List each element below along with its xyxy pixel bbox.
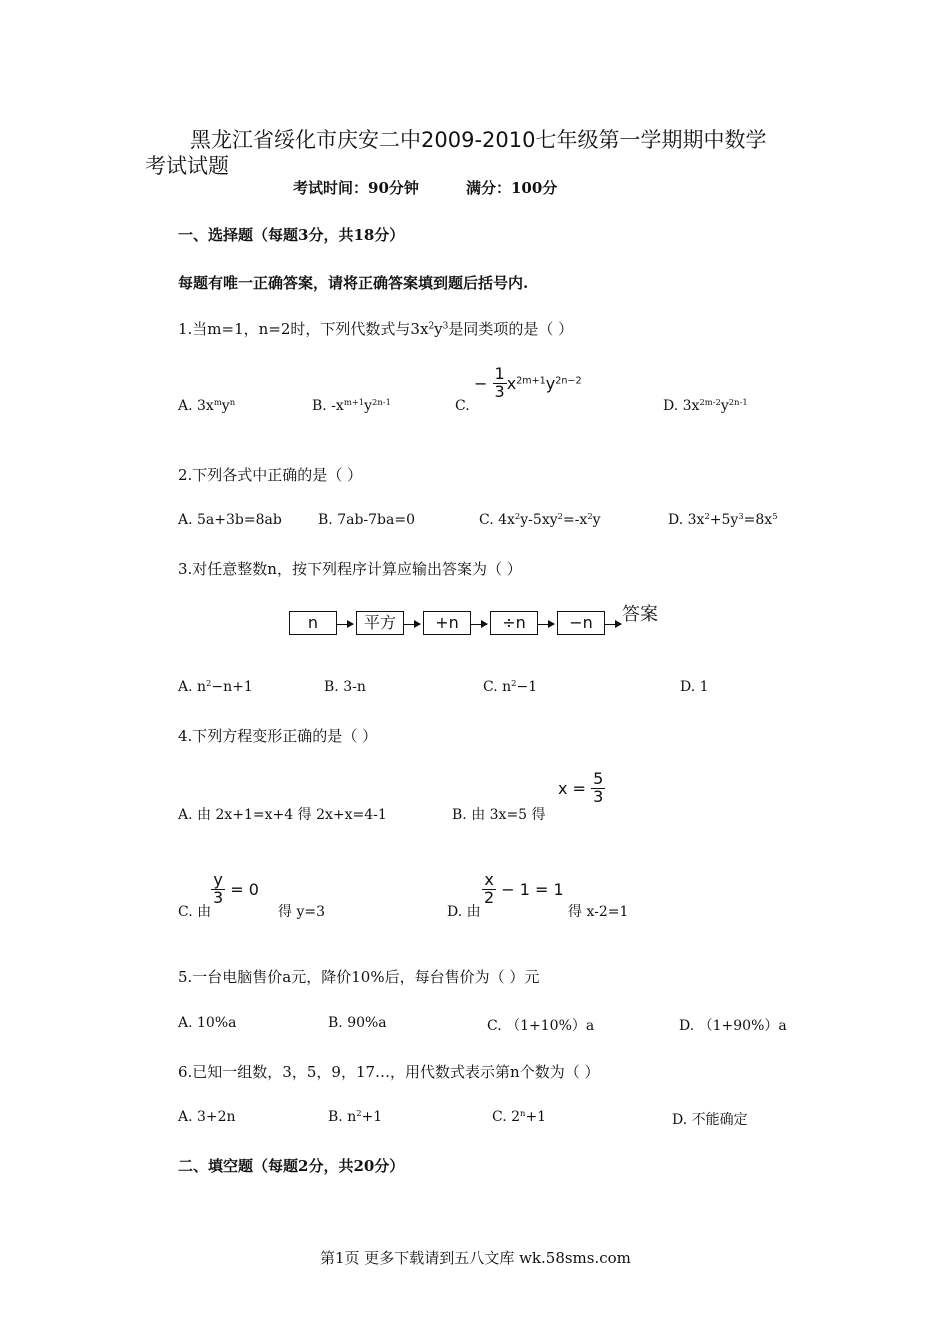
q6-option-d: D. 不能确定 xyxy=(672,1112,748,1128)
q5-stem: 5.一台电脑售价a元，降价10%后，每台售价为（ ）元 xyxy=(178,968,540,986)
flow-arrow xyxy=(605,624,621,625)
flow-answer-label: 答案 xyxy=(622,604,658,625)
flow-arrow xyxy=(404,624,420,625)
q6-stem: 6.已知一组数，3，5，9，17…，用代数式表示第n个数为（ ） xyxy=(178,1063,600,1081)
q6-option-a: A. 3+2n xyxy=(178,1109,236,1125)
q1-option-b: B. $-x^{m+1}y^{2n-1}$ xyxy=(312,396,391,414)
flow-box-plus-n: +n xyxy=(423,611,471,635)
q4-option-c-expression: $\frac{y}{3}$ = 0 xyxy=(213,870,259,907)
q3-option-a: A. $n^2-n+1$ xyxy=(178,677,253,695)
section1-heading: 一、选择题（每题3分，共18分） xyxy=(178,226,405,244)
q4-option-d-label: D. 由 xyxy=(447,904,481,920)
flow-arrow xyxy=(538,624,554,625)
q5-option-a: A. 10%a xyxy=(178,1015,237,1031)
q2-option-d: D. $3x^2+5y^3=8x^5$ xyxy=(668,510,778,528)
exam-time: 考试时间：90分钟 xyxy=(293,179,419,197)
q5-option-b: B. 90%a xyxy=(328,1015,387,1031)
q1-option-c-label: C. xyxy=(455,398,470,414)
q3-option-d: D. 1 xyxy=(680,679,709,695)
q1-option-d: D. $3x^{2m-2}y^{2n-1}$ xyxy=(663,396,748,414)
flow-arrow xyxy=(471,624,487,625)
title-line2: 考试试题 xyxy=(145,154,229,178)
title-line1: 黑龙江省绥化市庆安二中2009-2010七年级第一学期期中数学 xyxy=(190,128,767,152)
q3-option-c: C. $n^2-1$ xyxy=(483,677,538,695)
q6-option-c: C. $2^n+1$ xyxy=(492,1107,547,1125)
q4-option-b-expression: x = $\frac{5}{3}$ xyxy=(558,769,604,806)
q2-option-a: A. 5a+3b=8ab xyxy=(178,512,282,528)
q2-option-b: B. 7ab-7ba=0 xyxy=(318,512,415,528)
q1-option-a: A. $3x^my^n$ xyxy=(178,396,236,414)
q3-option-b: B. 3-n xyxy=(324,679,366,695)
q2-option-c: C. $4x^2y-5xy^2=-x^2y$ xyxy=(479,510,601,528)
q4-option-b: B. 由 3x=5 得 xyxy=(452,807,546,823)
section1-instruction: 每题有唯一正确答案，请将正确答案填到题后括号内. xyxy=(178,274,529,292)
q1-option-c-expression: − $\frac{1}{3}$ $x^{2m+1}y^{2n-2}$ xyxy=(474,364,582,401)
q5-option-c: C. （1+10%）a xyxy=(487,1018,595,1034)
q3-stem: 3.对任意整数n，按下列程序计算应输出答案为（ ） xyxy=(178,560,522,578)
exam-score: 满分：100分 xyxy=(466,179,558,197)
flow-box-divide-n: ÷n xyxy=(490,611,538,635)
q4-option-c-result: 得 y=3 xyxy=(278,904,325,920)
q4-option-a: A. 由 2x+1=x+4 得 2x+x=4-1 xyxy=(178,807,387,823)
section2-heading: 二、填空题（每题2分，共20分） xyxy=(178,1157,405,1175)
q4-option-d-expression: $\frac{x}{2}$ − 1 = 1 xyxy=(484,870,564,907)
flow-box-minus-n: −n xyxy=(557,611,605,635)
q4-option-d-result: 得 x-2=1 xyxy=(568,904,629,920)
q5-option-d: D. （1+90%）a xyxy=(679,1018,787,1034)
flow-box-n: n xyxy=(289,611,337,635)
flow-box-square: 平方 xyxy=(356,611,404,635)
page-footer: 第1页 更多下载请到五八文库 wk.58sms.com xyxy=(320,1249,631,1267)
flow-arrow xyxy=(337,624,353,625)
q4-option-c-label: C. 由 xyxy=(178,904,212,920)
q2-stem: 2.下列各式中正确的是（ ） xyxy=(178,466,363,484)
q1-stem: 1.当m=1，n=2时，下列代数式与$3x^2y^3$是同类项的是（ ） xyxy=(178,320,574,338)
q6-option-b: B. $n^2+1$ xyxy=(328,1107,383,1125)
q4-stem: 4.下列方程变形正确的是（ ） xyxy=(178,727,378,745)
